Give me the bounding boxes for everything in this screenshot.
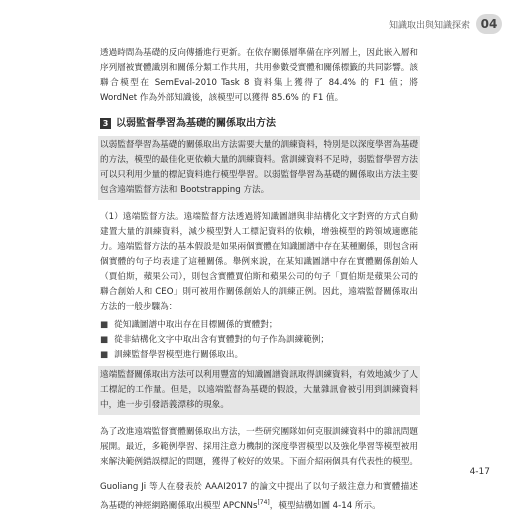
bullet-icon: ■ bbox=[100, 335, 109, 345]
citation-ref: [74] bbox=[257, 499, 270, 506]
bullet-icon: ■ bbox=[100, 350, 109, 360]
section-number: 3 bbox=[100, 118, 111, 129]
list-item: ■ 訓練監督學習模型進行關係取出。 bbox=[100, 348, 418, 363]
running-header bbox=[389, 14, 502, 34]
steps-list bbox=[100, 318, 418, 363]
list-item: ■ 從知識圖譜中取出存在目標關係的實體對； bbox=[100, 318, 418, 333]
page-body bbox=[100, 46, 418, 514]
section-heading bbox=[100, 116, 418, 131]
paragraph-intro: 透過時間為基礎的反向傳播進行更新。在依存關係層準備在序列層上，因此嵌入層和序列層被實體識別和關係分類工作共用，共用參數受實體和關係標籤的共同影響。該聯合模型在 SemEval-2010 Task 8 資料集上獲得了 84.4% 的 F1 值；將 WordNet 作為外部知識後，該模型可以獲得 85.6% 的 F1 值。 bbox=[100, 48, 418, 103]
bullet-icon: ■ bbox=[100, 320, 109, 330]
header-title: 知識取出與知識探索 bbox=[388, 20, 470, 31]
paragraph-remote-limitations: 遠端監督關係取出方法可以利用豐富的知識圖譜資訊取得訓練資料，有效地減少了人工標記的工作量。但是，以遠端監督為基礎的假設，大量雜訊會被引用到訓練資料中，進一步引發語義漂移的現象。 bbox=[98, 366, 420, 415]
paragraph-apcnns: Guoliang Ji 等人在發表於 AAAI2017 的論文中提出了以句子級注意力和實體描述為基礎的神經網路關係取出模型 APCNNs[74]，模型結構如圖 4-14 所示。 bbox=[100, 482, 418, 511]
paragraph-remote-supervision: （1）遠端監督方法。遠端監督方法透過將知識圖譜與非結構化文字對齊的方式自動建置大量的訓練資料，減少模型對人工標記資料的依賴，增強模型的跨領域適應能力。遠端監督方法的基本假設是如果兩個實體在知識圖譜中存在某種關係，則包含兩個實體的句子均表達了這種關係。舉例來說，在某知識圖譜中存在實體關係創始人（賈伯斯，蘋果公司），則包含實體賈伯斯和蘋果公司的句子「賈伯斯是蘋果公司的聯合創始人和 CEO」則可被用作關係創始人的訓練正例。因此，遠端監督關係取出方法的一般步驟為： bbox=[100, 212, 418, 312]
page-number: 4-17 bbox=[469, 467, 490, 477]
section-title: 以弱監督學習為基礎的關係取出方法 bbox=[116, 118, 276, 129]
paragraph-section-intro: 以弱監督學習為基礎的關係取出方法需要大量的訓練資料，特別是以深度學習為基礎的方法，模型的最佳化更依賴大量的訓練資料。當訓練資料不足時，弱監督學習方法可以只利用少量的標記資料進行模型學習。以弱監督學習為基礎的關係取出方法主要包含遠端監督方法和 Bootstrapping 方法。 bbox=[98, 136, 420, 200]
paragraph-improvements: 為了改進遠端監督實體關係取出方法，一些研究團隊如何克服訓練資料中的雜訊問題展開。最近，多範例學習、採用注意力機制的深度學習模型以及強化學習等模型被用來解決範例錯誤標記的問題，獲得了較好的效果。下面介紹兩個具有代表性的模型。 bbox=[100, 427, 418, 467]
list-item: ■ 從非結構化文字中取出含有實體對的句子作為訓練範例； bbox=[100, 333, 418, 348]
chapter-badge: 04 bbox=[476, 14, 502, 34]
